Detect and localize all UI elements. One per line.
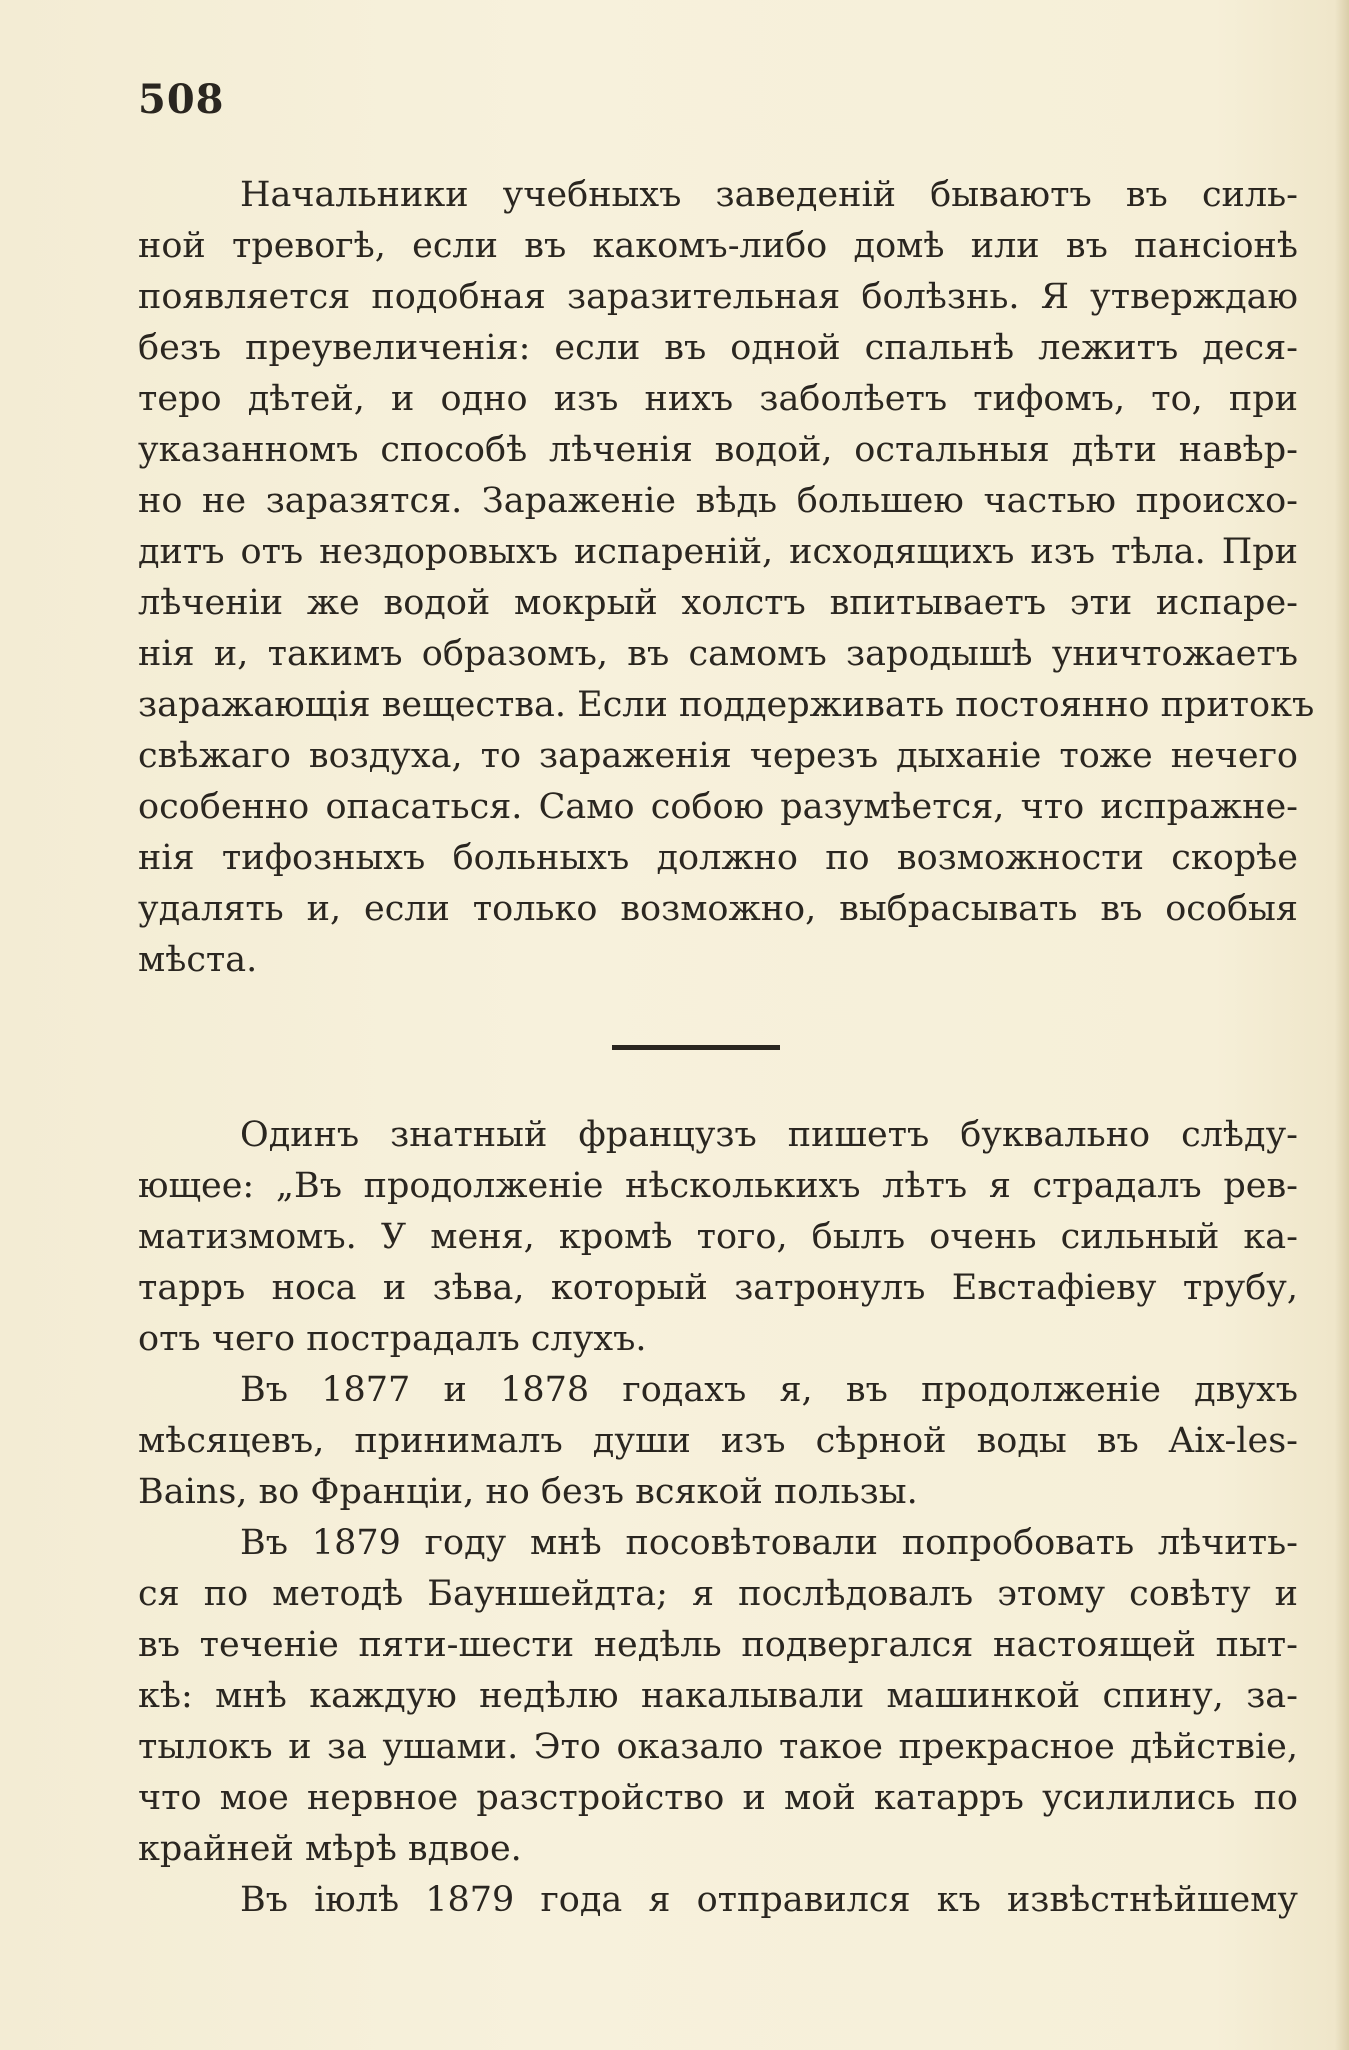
page-number: 508 <box>138 76 225 123</box>
text-line: матизмомъ. У меня, кромѣ того, былъ очень сильный ка- <box>138 1217 1298 1257</box>
text-line: свѣжаго воздуха, то зараженія черезъ дыханіе тоже нечего <box>138 736 1298 776</box>
text-line: нія и, такимъ образомъ, въ самомъ зародышѣ уничтожаетъ <box>138 634 1298 674</box>
text-line: въ теченіе пяти-шести недѣль подвергался настоящей пыт- <box>138 1625 1298 1665</box>
section-divider <box>612 1045 780 1050</box>
text-line: дитъ отъ нездоровыхъ испареній, исходящихъ изъ тѣла. При <box>138 532 1298 572</box>
text-line: особенно опасаться. Само собою разумѣется, что испражне- <box>138 787 1298 827</box>
text-line: ся по методѣ Бауншейдта; я послѣдовалъ этому совѣту и <box>138 1574 1298 1614</box>
text-line: Въ 1877 и 1878 годахъ я, въ продолженіе двухъ <box>240 1370 1298 1410</box>
text-line: ющее: „Въ продолженіе нѣсколькихъ лѣтъ я страдалъ рев- <box>138 1166 1298 1206</box>
text-line: но не заразятся. Зараженіе вѣдь большею частью происхо- <box>138 481 1298 521</box>
page-edge-shadow <box>1335 0 1349 2050</box>
text-line: крайней мѣрѣ вдвое. <box>138 1829 522 1869</box>
text-line: Одинъ знатный французъ пишетъ буквально слѣду- <box>240 1115 1298 1155</box>
paragraph-block-2 <box>138 1110 1298 1926</box>
text-line: тарръ носа и зѣва, который затронулъ Евстафіеву трубу, <box>138 1268 1298 1308</box>
text-line: отъ чего пострадалъ слухъ. <box>138 1319 647 1359</box>
text-line: удалять и, если только возможно, выбрасывать въ особыя <box>138 889 1298 929</box>
text-line: безъ преувеличенія: если въ одной спальнѣ лежитъ деся- <box>138 328 1298 368</box>
text-line: ной тревогѣ, если въ какомъ-либо домѣ или въ пансіонѣ <box>138 226 1298 266</box>
text-line: Bains, во Франціи, но безъ всякой пользы. <box>138 1472 918 1512</box>
text-line: кѣ: мнѣ каждую недѣлю накалывали машинкой спину, за- <box>138 1676 1298 1716</box>
text-line: Начальники учебныхъ заведеній бываютъ въ силь- <box>240 175 1298 215</box>
text-line: мѣсяцевъ, принималъ души изъ сѣрной воды въ Aix-les- <box>138 1421 1298 1461</box>
text-line: Въ іюлѣ 1879 года я отправился къ извѣстнѣйшему <box>240 1880 1298 1920</box>
text-line: появляется подобная заразительная болѣзнь. Я утверждаю <box>138 277 1298 317</box>
text-line: указанномъ способѣ лѣченія водой, остальныя дѣти навѣр- <box>138 430 1298 470</box>
text-line: заражающія вещества. Если поддерживать постоянно притокъ <box>138 685 1315 725</box>
paragraph-block-1 <box>138 170 1315 986</box>
text-line: лѣченіи же водой мокрый холстъ впитываетъ эти испаре- <box>138 583 1298 623</box>
text-line: тылокъ и за ушами. Это оказало такое прекрасное дѣйствіе, <box>138 1727 1298 1767</box>
text-line: нія тифозныхъ больныхъ должно по возможности скорѣе <box>138 838 1298 878</box>
text-line: теро дѣтей, и одно изъ нихъ заболѣетъ тифомъ, то, при <box>138 379 1298 419</box>
text-line: Въ 1879 году мнѣ посовѣтовали попробовать лѣчить- <box>240 1523 1298 1563</box>
text-line: мѣста. <box>138 940 258 980</box>
text-line: что мое нервное разстройство и мой катарръ усилились по <box>138 1778 1298 1818</box>
